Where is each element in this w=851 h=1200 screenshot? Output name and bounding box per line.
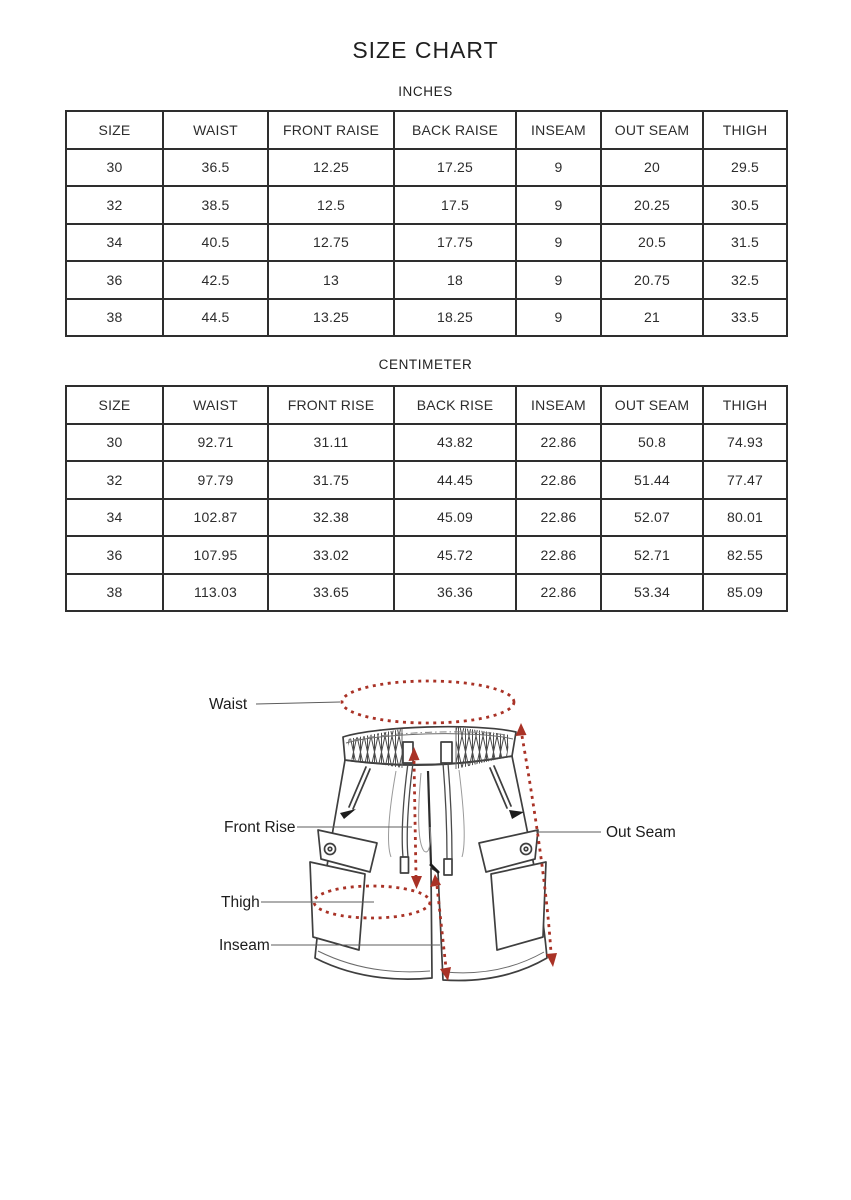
table-cell: 107.95 xyxy=(163,536,268,574)
table-cell: 30.5 xyxy=(703,186,787,224)
table-cell: 85.09 xyxy=(703,574,787,612)
table-cell: 31.5 xyxy=(703,224,787,262)
table-cell: 31.75 xyxy=(268,461,394,499)
table-cell: 38 xyxy=(66,299,163,337)
table-cell: 22.86 xyxy=(516,499,601,537)
table-cell: 45.09 xyxy=(394,499,516,537)
table-cell: 102.87 xyxy=(163,499,268,537)
table-cell: 113.03 xyxy=(163,574,268,612)
header-row xyxy=(66,386,787,424)
table-row xyxy=(66,186,787,224)
table-cell: 20.75 xyxy=(601,261,703,299)
column-header: WAIST xyxy=(163,111,268,149)
table-cell: 33.5 xyxy=(703,299,787,337)
table-cell: 22.86 xyxy=(516,424,601,462)
shorts-diagram xyxy=(0,640,851,1200)
column-header: FRONT RISE xyxy=(268,386,394,424)
measurement-diagram xyxy=(0,640,851,1200)
table-cell: 12.25 xyxy=(268,149,394,187)
out-seam-label: Out Seam xyxy=(606,824,676,841)
table-row xyxy=(66,299,787,337)
column-header: FRONT RAISE xyxy=(268,111,394,149)
table-row xyxy=(66,574,787,612)
table-row xyxy=(66,461,787,499)
table-cell: 9 xyxy=(516,186,601,224)
table-row xyxy=(66,499,787,537)
table-cell: 32 xyxy=(66,186,163,224)
column-header: BACK RISE xyxy=(394,386,516,424)
size-table-centimeter xyxy=(65,385,788,612)
size-table-inches xyxy=(65,110,788,337)
inches-table-caption: INCHES xyxy=(398,84,453,99)
column-header: INSEAM xyxy=(516,111,601,149)
column-header: INSEAM xyxy=(516,386,601,424)
thigh-label: Thigh xyxy=(221,894,260,911)
table-cell: 31.11 xyxy=(268,424,394,462)
table-cell: 34 xyxy=(66,499,163,537)
table-cell: 36 xyxy=(66,536,163,574)
column-header: WAIST xyxy=(163,386,268,424)
table-cell: 13.25 xyxy=(268,299,394,337)
table-cell: 13 xyxy=(268,261,394,299)
table-cell: 9 xyxy=(516,299,601,337)
table-cell: 74.93 xyxy=(703,424,787,462)
table-cell: 30 xyxy=(66,149,163,187)
table-row xyxy=(66,224,787,262)
table-cell: 20.25 xyxy=(601,186,703,224)
table-cell: 32.5 xyxy=(703,261,787,299)
column-header: OUT SEAM xyxy=(601,386,703,424)
table-cell: 33.02 xyxy=(268,536,394,574)
table-cell: 29.5 xyxy=(703,149,787,187)
table-row xyxy=(66,536,787,574)
table-cell: 77.47 xyxy=(703,461,787,499)
table-cell: 36 xyxy=(66,261,163,299)
table-cell: 18.25 xyxy=(394,299,516,337)
table-cell: 20 xyxy=(601,149,703,187)
table-cell: 30 xyxy=(66,424,163,462)
column-header: SIZE xyxy=(66,111,163,149)
table-cell: 9 xyxy=(516,149,601,187)
table-cell: 32.38 xyxy=(268,499,394,537)
table-cell: 17.5 xyxy=(394,186,516,224)
table-cell: 18 xyxy=(394,261,516,299)
front-rise-label: Front Rise xyxy=(224,819,296,836)
column-header: OUT SEAM xyxy=(601,111,703,149)
table-row xyxy=(66,149,787,187)
column-header: BACK RAISE xyxy=(394,111,516,149)
table-cell: 42.5 xyxy=(163,261,268,299)
waist-label: Waist xyxy=(209,696,248,713)
table-cell: 82.55 xyxy=(703,536,787,574)
table-cell: 53.34 xyxy=(601,574,703,612)
table-cell: 40.5 xyxy=(163,224,268,262)
table-cell: 44.45 xyxy=(394,461,516,499)
page-title: SIZE CHART xyxy=(352,37,499,63)
table-cell: 36.36 xyxy=(394,574,516,612)
table-cell: 80.01 xyxy=(703,499,787,537)
table-cell: 17.25 xyxy=(394,149,516,187)
table-cell: 22.86 xyxy=(516,461,601,499)
table-cell: 12.5 xyxy=(268,186,394,224)
table-cell: 21 xyxy=(601,299,703,337)
table-row xyxy=(66,424,787,462)
table-cell: 32 xyxy=(66,461,163,499)
table-cell: 22.86 xyxy=(516,574,601,612)
header-row xyxy=(66,111,787,149)
table-cell: 36.5 xyxy=(163,149,268,187)
column-header: THIGH xyxy=(703,111,787,149)
waist-measure xyxy=(342,681,514,723)
column-header: THIGH xyxy=(703,386,787,424)
table-cell: 38.5 xyxy=(163,186,268,224)
table-row xyxy=(66,261,787,299)
centimeter-table-caption: CENTIMETER xyxy=(378,357,473,372)
table-cell: 17.75 xyxy=(394,224,516,262)
table-cell: 44.5 xyxy=(163,299,268,337)
table-cell: 20.5 xyxy=(601,224,703,262)
table-cell: 9 xyxy=(516,261,601,299)
table-cell: 92.71 xyxy=(163,424,268,462)
table-cell: 52.07 xyxy=(601,499,703,537)
table-cell: 51.44 xyxy=(601,461,703,499)
table-cell: 22.86 xyxy=(516,536,601,574)
table-cell: 34 xyxy=(66,224,163,262)
table-cell: 33.65 xyxy=(268,574,394,612)
table-cell: 38 xyxy=(66,574,163,612)
table-cell: 12.75 xyxy=(268,224,394,262)
table-cell: 43.82 xyxy=(394,424,516,462)
table-cell: 9 xyxy=(516,224,601,262)
table-cell: 97.79 xyxy=(163,461,268,499)
table-cell: 45.72 xyxy=(394,536,516,574)
table-cell: 52.71 xyxy=(601,536,703,574)
inseam-label: Inseam xyxy=(219,937,270,954)
table-cell: 50.8 xyxy=(601,424,703,462)
column-header: SIZE xyxy=(66,386,163,424)
